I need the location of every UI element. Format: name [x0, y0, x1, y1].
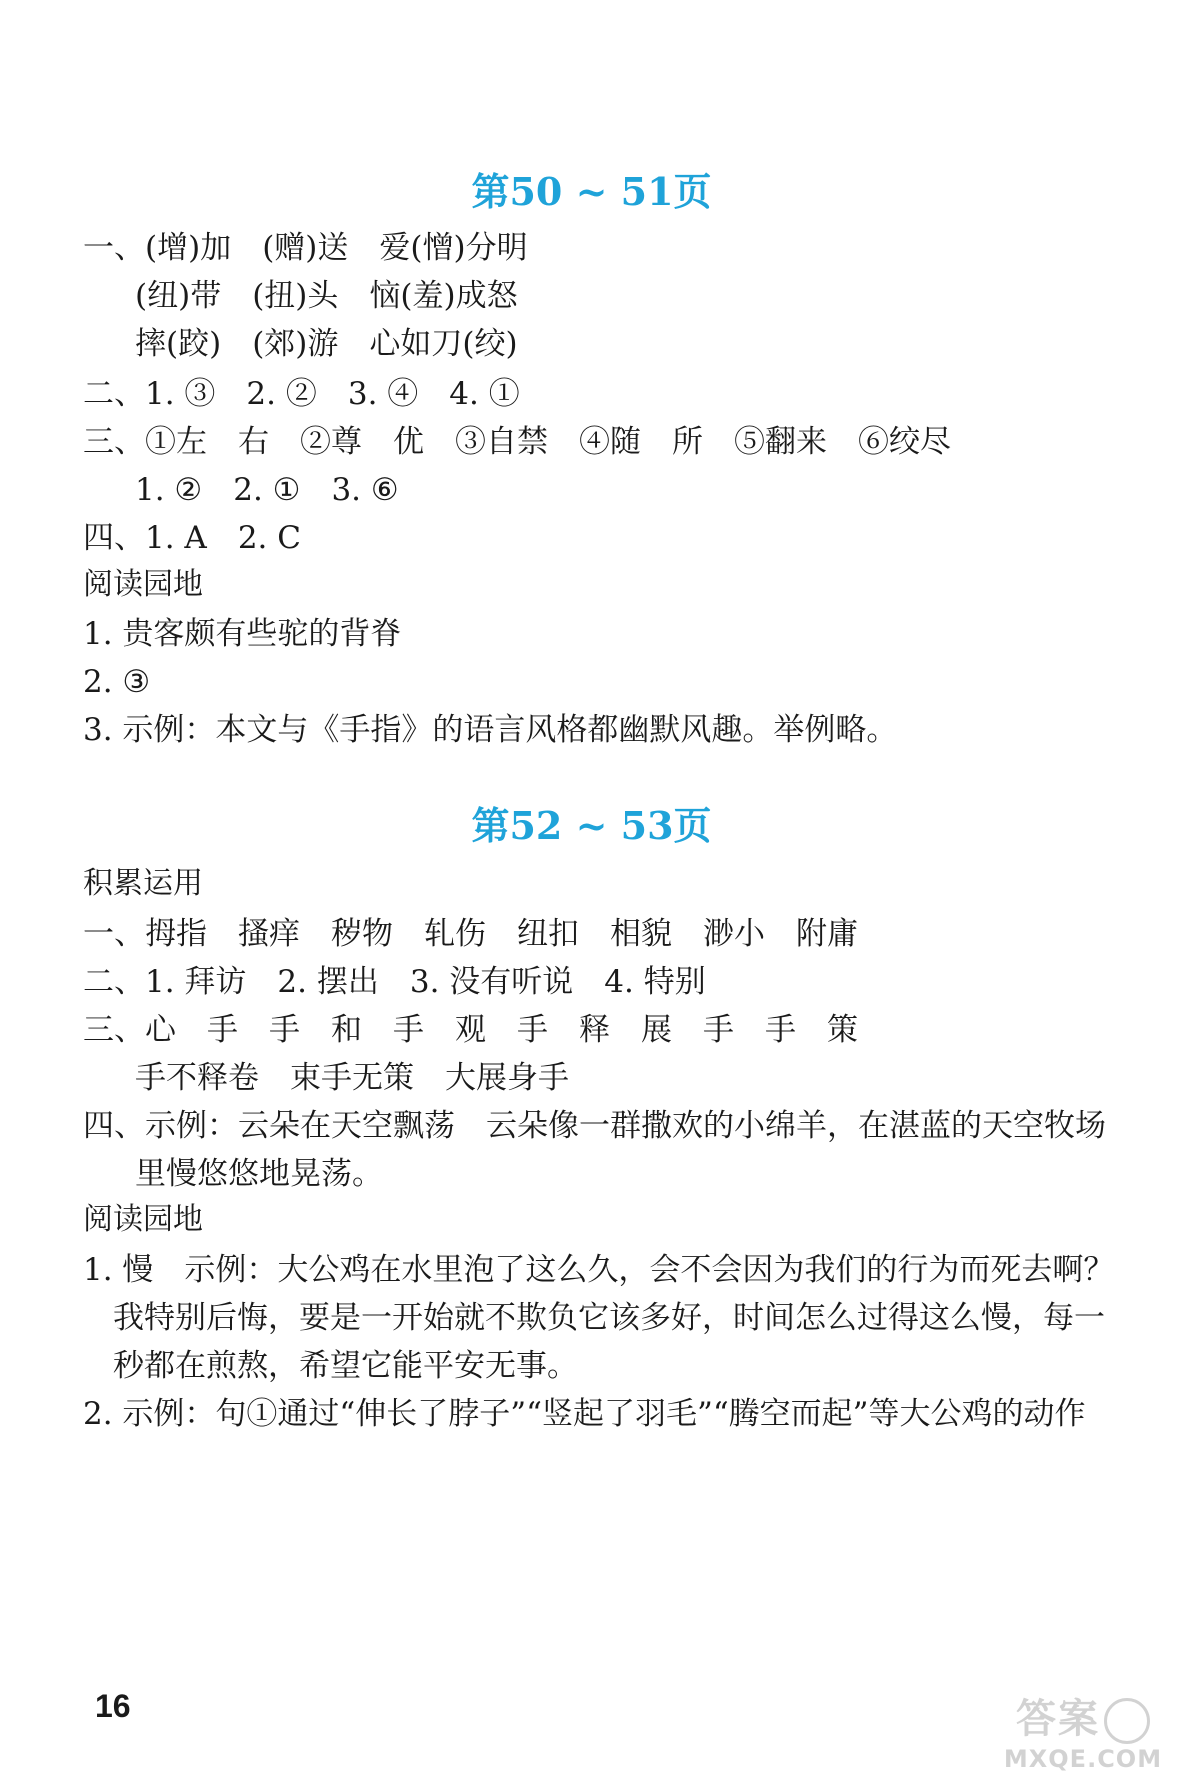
answer-line: 手不释卷 束手无策 大展身手: [135, 1060, 569, 1096]
answer-line: 一、(增)加 (赠)送 爱(憎)分明: [83, 230, 528, 266]
section-heading-52-53: 第52 ~ 53页: [471, 803, 712, 848]
reading-section-title: 阅读园地: [83, 567, 203, 602]
reading-answer-line: 1. 贵客颇有些驼的背脊: [83, 616, 402, 652]
reading-section-title: 阅读园地: [83, 1202, 203, 1237]
watermark-logo: [993, 1694, 1173, 1786]
section-heading-50-51: 第50 ~ 51页: [471, 169, 712, 214]
answer-line: 二、1. ③ 2. ② 3. ④ 4. ①: [83, 376, 520, 412]
answer-line: 四、1. A 2. C: [83, 520, 301, 556]
reading-answer-line: 秒都在煎熬，希望它能平安无事。: [113, 1348, 578, 1384]
answer-line: 摔(跤) (郊)游 心如刀(绞): [135, 326, 518, 362]
answer-line: 三、心 手 手 和 手 观 手 释 展 手 手 策: [83, 1012, 858, 1048]
answer-line: 三、①左 右 ②尊 优 ③自禁 ④随 所 ⑤翻来 ⑥绞尽: [83, 424, 951, 460]
answer-line: 一、拇指 搔痒 秽物 轧伤 纽扣 相貌 渺小 附庸: [83, 916, 858, 952]
watermark-text: 答案: [1016, 1696, 1100, 1742]
accumulation-section-title: 积累运用: [83, 866, 203, 901]
reading-answer-line: 1. 慢 示例：大公鸡在水里泡了这么久，会不会因为我们的行为而死去啊？: [83, 1252, 1115, 1288]
reading-answer-line: 我特别后悔，要是一开始就不欺负它该多好，时间怎么过得这么慢，每一: [113, 1300, 1105, 1336]
reading-answer-line: 2. 示例：句①通过“伸长了脖子”“竖起了羽毛”“腾空而起”等大公鸡的动作: [83, 1396, 1086, 1432]
reading-answer-line: 2. ③: [83, 664, 151, 700]
watermark-circle-icon: [1104, 1698, 1150, 1744]
answer-line: 里慢悠悠地晃荡。: [135, 1156, 383, 1192]
page-number: 16: [95, 1688, 131, 1724]
answer-line: 1. ② 2. ① 3. ⑥: [135, 472, 399, 508]
watermark-url: MXQE.COM: [1003, 1745, 1163, 1773]
answer-line: (纽)带 (扭)头 恼(羞)成怒: [135, 278, 518, 314]
answer-line: 二、1. 拜访 2. 摆出 3. 没有听说 4. 特别: [83, 964, 706, 1000]
reading-answer-line: 3. 示例：本文与《手指》的语言风格都幽默风趣。举例略。: [83, 712, 898, 748]
answer-line: 四、示例：云朵在天空飘荡 云朵像一群撒欢的小绵羊，在湛蓝的天空牧场: [83, 1108, 1106, 1144]
